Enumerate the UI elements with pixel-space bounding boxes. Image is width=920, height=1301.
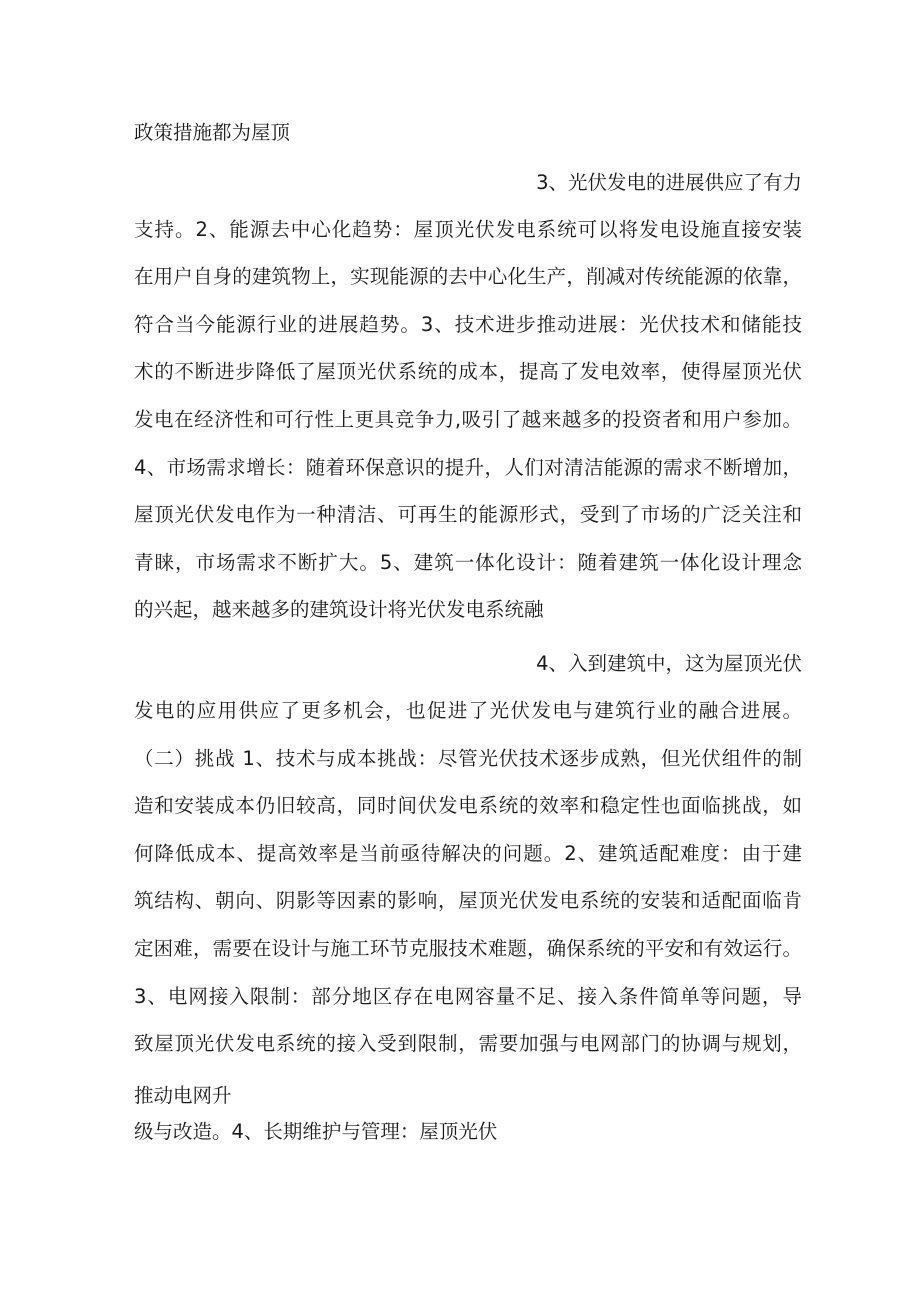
text-line-6: 术的不断进步降低了屋顶光伏系统的成本，提高了发电效率，使得屋顶光伏 bbox=[134, 360, 802, 383]
text-line-21: 推动电网升 bbox=[134, 1084, 232, 1107]
text-line-15: 造和安装成本仍旧较高，同时间伏发电系统的效率和稳定性也面临挑战，如 bbox=[134, 794, 802, 817]
text-line-5: 符合当今能源行业的进展趋势。3、技术进步推动进展：光伏技术和储能技 bbox=[134, 313, 802, 336]
text-line-19: 3、电网接入限制：部分地区存在电网容量不足、接入条件简单等问题，导 bbox=[134, 985, 802, 1008]
text-line-14: （二）挑战 1、技术与成本挑战：尽管光伏技术逐步成熟，但光伏组件的制 bbox=[134, 747, 802, 770]
text-line-17: 筑结构、朝向、阴影等因素的影响，屋顶光伏发电系统的安装和适配面临肯 bbox=[134, 889, 802, 912]
text-line-10: 青睐，市场需求不断扩大。5、建筑一体化设计：随着建筑一体化设计理念 bbox=[134, 551, 802, 574]
text-line-7: 发电在经济性和可行性上更具竞争力,吸引了越来越多的投资者和用户参加。 bbox=[134, 408, 802, 431]
text-line-3: 支持。2、能源去中心化趋势：屋顶光伏发电系统可以将发电设施直接安装 bbox=[134, 218, 802, 241]
text-line-18: 定困难，需要在设计与施工环节克服技术难题，确保系统的平安和有效运行。 bbox=[134, 937, 802, 960]
text-line-1: 政策措施都为屋顶 bbox=[134, 121, 291, 144]
text-line-12: 4、入到建筑中，这为屋顶光伏 bbox=[536, 652, 802, 675]
text-line-20: 致屋顶光伏发电系统的接入受到限制，需要加强与电网部门的协调与规划， bbox=[134, 1032, 802, 1055]
text-line-9: 屋顶光伏发电作为一种清洁、可再生的能源形式，受到了市场的广泛关注和 bbox=[134, 503, 802, 526]
text-line-2: 3、光伏发电的进展供应了有力 bbox=[536, 171, 802, 194]
text-line-13: 发电的应用供应了更多机会，也促进了光伏发电与建筑行业的融合进展。 bbox=[134, 699, 802, 722]
text-line-4: 在用户自身的建筑物上，实现能源的去中心化生产，削减对传统能源的依靠， bbox=[134, 265, 802, 288]
text-line-22: 级与改造。4、长期维护与管理：屋顶光伏 bbox=[134, 1120, 498, 1143]
text-line-16: 何降低成本、提高效率是当前亟待解决的问题。2、建筑适配难度：由于建 bbox=[134, 842, 802, 865]
text-line-11: 的兴起，越来越多的建筑设计将光伏发电系统融 bbox=[134, 598, 544, 621]
text-line-8: 4、市场需求增长：随着环保意识的提升，人们对清洁能源的需求不断增加， bbox=[134, 456, 802, 479]
